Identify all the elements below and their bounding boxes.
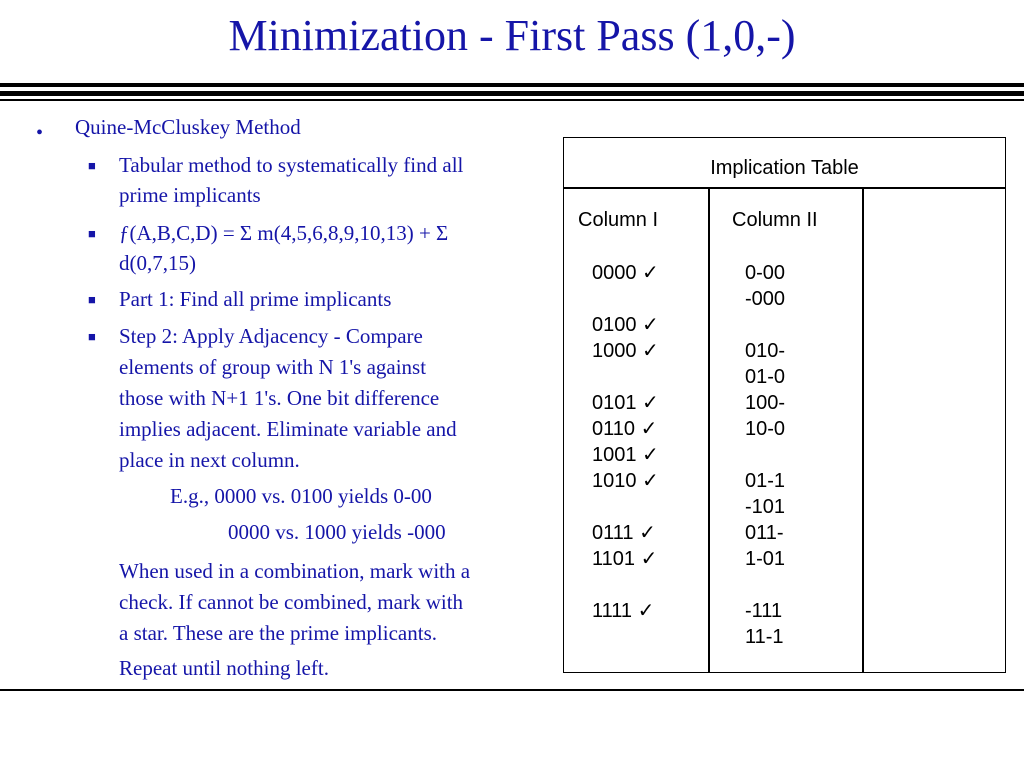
column-2-cell: 0-00 [745, 262, 786, 284]
column-2-cell: -101 [745, 496, 786, 518]
column-2-cell: 010- [745, 340, 786, 362]
sub-bullet-3: Part 1: Find all prime implicants [119, 287, 392, 311]
column-2-cell: 01-0 [745, 366, 786, 388]
column-divider-1 [708, 188, 710, 672]
table-header-divider [564, 187, 1005, 189]
slide-title: Minimization - First Pass (1,0,-) [228, 11, 796, 60]
square-bullet-icon: ■ [88, 158, 96, 173]
sub-bullet-4-line-2: elements of group with N 1's against [119, 355, 427, 379]
implication-table [563, 137, 1006, 673]
column-1-cell: 0000 ✓ [592, 262, 659, 284]
footer-rule [0, 689, 1024, 691]
column-2-cell: 100- [745, 392, 786, 414]
column-2-cell: 1-01 [745, 548, 786, 570]
column-1-cell: 0110 ✓ [592, 418, 658, 440]
title-rule-top [0, 83, 1024, 87]
sub-bullet-1-line-1: Tabular method to systematically find all [119, 153, 464, 177]
sub-bullet-4-line-1: Step 2: Apply Adjacency - Compare [119, 324, 423, 348]
column-1-cell: 0100 ✓ [592, 314, 659, 336]
column-2-cell: 01-1 [745, 470, 786, 492]
sub-bullet-1-line-2: prime implicants [119, 183, 261, 207]
column-1-cell: 1101 ✓ [592, 548, 658, 570]
sub-bullet-2-line-2: d(0,7,15) [119, 251, 196, 275]
column-2-cell: 10-0 [745, 418, 786, 440]
column-1-cell: 0101 ✓ [592, 392, 659, 414]
sub-bullet-4-line-3: those with N+1 1's. One bit difference [119, 386, 440, 410]
column-1-cell: 0111 ✓ [592, 522, 656, 544]
title-rule-middle [0, 91, 1024, 96]
paragraph-2: Repeat until nothing left. [119, 656, 329, 680]
round-bullet-icon: • [36, 122, 44, 144]
column-1-cell: 1111 ✓ [592, 600, 655, 622]
title-rule-bottom [0, 99, 1024, 101]
sub-bullet-4-line-4: implies adjacent. Eliminate variable and [119, 417, 457, 441]
example-line-2: 0000 vs. 1000 yields -000 [228, 520, 446, 544]
paragraph-1-line-3: a star. These are the prime implicants. [119, 621, 438, 645]
column-1-cell: 1001 ✓ [592, 444, 659, 466]
paragraph-1-line-2: check. If cannot be combined, mark with [119, 590, 464, 614]
sub-bullet-4-line-5: place in next column. [119, 448, 300, 472]
column-1-header: Column I [578, 209, 659, 231]
column-1-cell: 1010 ✓ [592, 470, 659, 492]
main-bullet-text: Quine-McCluskey Method [75, 115, 301, 139]
example-line-1: E.g., 0000 vs. 0100 yields 0-00 [170, 484, 432, 508]
column-1-cell: 1000 ✓ [592, 340, 659, 362]
square-bullet-icon: ■ [88, 292, 96, 307]
sub-bullet-2-line-1: ƒ(A,B,C,D) = Σ m(4,5,6,8,9,10,13) + Σ [119, 221, 449, 245]
column-2-cell: 11-1 [745, 626, 784, 648]
paragraph-1-line-1: When used in a combination, mark with a [119, 559, 471, 583]
square-bullet-icon: ■ [88, 329, 96, 344]
table-title: Implication Table [710, 157, 859, 179]
column-2-cell: -111 [745, 600, 783, 622]
column-divider-2 [862, 188, 864, 672]
square-bullet-icon: ■ [88, 226, 96, 241]
column-2-cell: -000 [745, 288, 786, 310]
column-2-header: Column II [732, 209, 818, 231]
column-2-cell: 011- [745, 522, 784, 544]
